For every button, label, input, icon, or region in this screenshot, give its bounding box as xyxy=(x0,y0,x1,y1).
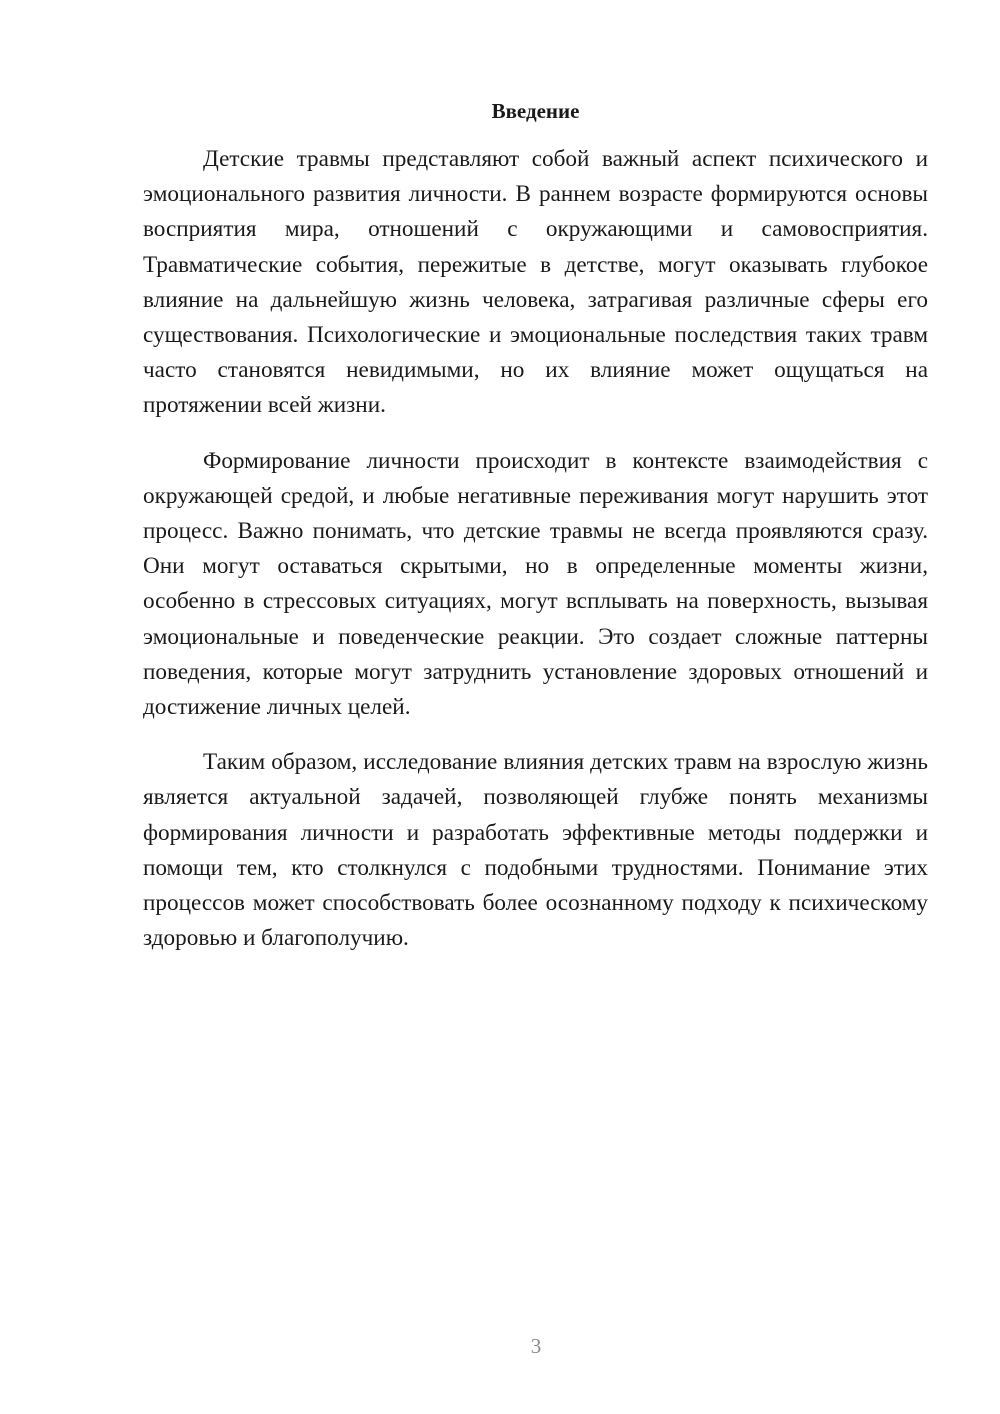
paragraph-3: Таким образом, исследование влияния детских травм на взрослую жизнь является актуальной задачей, позволяющей глубже понять механизмы формирования личности и разработать эффективные методы поддержки и помощи тем, кто столкнулся с подобными трудностями. Понимание этих процессов может способствовать более осознанному подходу к психическому здоровью и благополучию. xyxy=(143,749,928,952)
page-number: 3 xyxy=(530,1334,542,1358)
body-text xyxy=(143,142,928,976)
section-heading: Введение xyxy=(491,99,580,123)
paragraph-1: Детские травмы представляют собой важный аспект психического и эмоционального развития личности. В раннем возрасте формируются основы восприятия мира, отношений с окружающими и самовосприятия. Травматические события, пережитые в детстве, могут оказывать глубокое влияние на дальнейшую жизнь человека, затрагивая различные сферы его существования. Психологические и эмоциональные последствия таких травм часто становятся невидимыми, но их влияние может ощущаться на протяжении всей жизни. xyxy=(143,146,928,419)
paragraph-2: Формирование личности происходит в контексте взаимодействия с окружающей средой, и любые негативные переживания могут нарушить этот процесс. Важно понимать, что детские травмы не всегда проявляются сразу. Они могут оставаться скрытыми, но в определенные моменты жизни, особенно в стрессовых ситуациях, могут всплывать на поверхность, вызывая эмоциональные и поведенческие реакции. Это создает сложные паттерны поведения, которые могут затруднить установление здоровых отношений и достижение личных целей. xyxy=(143,447,928,721)
